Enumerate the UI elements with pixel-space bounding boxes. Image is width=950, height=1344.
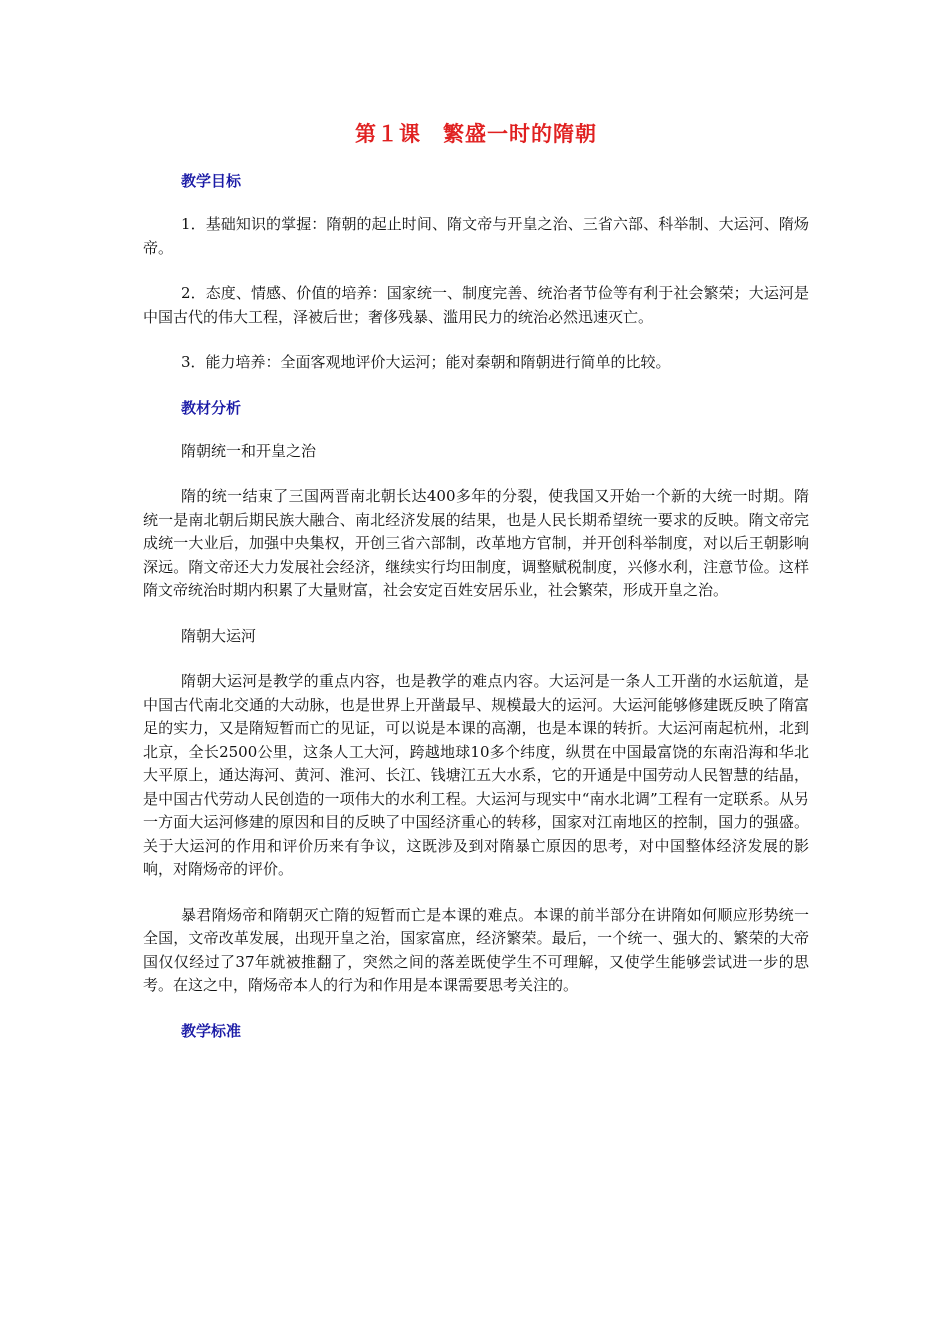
paragraph-unification: 隋的统一结束了三国两晋南北朝长达400多年的分裂，使我国又开始一个新的大统一时期。隋统一是南北朝后期民族大融合、南北经济发展的结果，也是人民长期希望统一要求的反映。隋文帝完成统一大业后，加强中央集权，开创三省六部制，改革地方官制，并开创科举制度，对以后王朝影响深远。隋文帝还大力发展社会经济，继续实行均田制度，调整赋税制度，兴修水利，注意节俭。这样隋文帝统治时期内积累了大量财富，社会安定百姓安居乐业，社会繁荣，形成开皇之治。 [143, 487, 809, 599]
goal-paragraph-2: 2．态度、情感、价值的培养：国家统一、制度完善、统治者节俭等有利于社会繁荣；大运河是中国古代的伟大工程，泽被后世；奢侈残暴、滥用民力的统治必然迅速灭亡。 [143, 284, 809, 326]
document-page [143, 118, 809, 1063]
document-title: 第１课 繁盛一时的隋朝 [355, 122, 597, 146]
paragraph-yangdi: 暴君隋炀帝和隋朝灭亡隋的短暂而亡是本课的难点。本课的前半部分在讲隋如何顺应形势统一全国，文帝改革发展，出现开皇之治，国家富庶，经济繁荣。最后，一个统一、强大的、繁荣的大帝国仅仅经过了37年就被推翻了，突然之间的落差既使学生不可理解，又使学生能够尝试进一步的思考。在这之中，隋炀帝本人的行为和作用是本课需要思考关注的。 [143, 905, 809, 994]
paragraph-grand-canal: 隋朝大运河是教学的重点内容，也是教学的难点内容。大运河是一条人工开凿的水运航道，是中国古代南北交通的大动脉，也是世界上开凿最早、规模最大的运河。大运河能够修建既反映了隋富足的实力，又是隋短暂而亡的见证，可以说是本课的高潮，也是本课的转折。大运河南起杭州，北到北京，全长2500公里，这条人工大河，跨越地球10多个纬度，纵贯在中国最富饶的东南沿海和华北大平原上，通达海河、黄河、淮河、长江、钱塘江五大水系，它的开通是中国劳动人民智慧的结晶，是中国古代劳动人民创造的一项伟大的水利工程。大运河与现实中“南水北调”工程有一定联系。从另一方面大运河修建的原因和目的反映了中国经济重心的转移，国家对江南地区的控制，国力的强盛。关于大运河的作用和评价历来有争议，这既涉及到对隋暴亡原因的思考，对中国整体经济发展的影响，对隋炀帝的评价。 [143, 672, 809, 878]
subheading-grand-canal: 隋朝大运河 [181, 626, 257, 645]
goal-paragraph-3: 3．能力培养：全面客观地评价大运河；能对秦朝和隋朝进行简单的比较。 [181, 353, 671, 371]
goal-paragraph-1: 1．基础知识的掌握：隋朝的起止时间、隋文帝与开皇之治、三省六部、科举制、大运河、隋炀帝。 [143, 215, 809, 257]
subheading-unification: 隋朝统一和开皇之治 [181, 441, 317, 460]
section-heading-teaching-goals: 教学目标 [181, 172, 242, 190]
section-heading-teaching-standards: 教学标准 [181, 1021, 242, 1040]
section-heading-material-analysis: 教材分析 [181, 398, 242, 417]
